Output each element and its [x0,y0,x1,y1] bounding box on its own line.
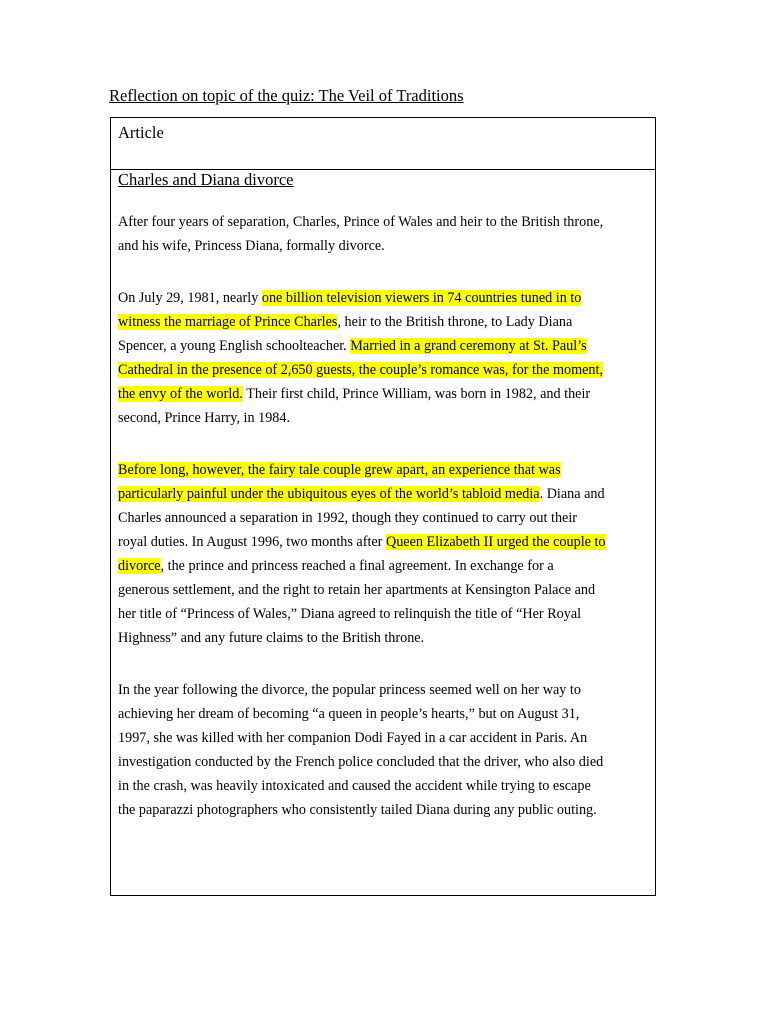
text-line [118,382,650,406]
article-title: Charles and Diana divorce [118,170,294,189]
text-line [118,602,650,626]
text-line [118,554,650,578]
text-line [118,286,650,310]
highlighted-text: Married in a grand ceremony at St. Paul’s [350,338,587,354]
paragraph-wedding [118,286,650,430]
text-line [118,310,650,334]
highlighted-text: divorce [118,558,161,574]
highlighted-text: one billion television viewers in 74 countries tuned in to [261,290,582,306]
text-line [118,406,650,430]
page-title: Reflection on topic of the quiz: The Veil of Traditions [109,86,464,105]
text-run: Highness” and any future claims to the British throne. [118,630,425,646]
text-line [118,334,650,358]
paragraph-separation [118,210,650,258]
text-line [118,458,650,482]
text-line [118,798,650,822]
text-line [118,626,650,650]
highlighted-text: Before long, however, the fairy tale couple grew apart, an experience that was [118,462,561,478]
text-run: 1997, she was killed with her companion Dodi Fayed in a car accident in Paris. An [118,730,588,746]
table-header-label: Article [118,123,164,142]
text-run: In the year following the divorce, the popular princess seemed well on her way to [118,682,581,698]
text-line [118,774,650,798]
text-line [118,530,650,554]
table-header-cell [111,118,655,170]
highlighted-text: Queen Elizabeth II urged the couple to [385,534,606,550]
text-run: her title of “Princess of Wales,” Diana agreed to relinquish the title of “Her Royal [118,606,582,622]
text-run: the paparazzi photographers who consistently tailed Diana during any public outing. [118,802,597,818]
text-line [118,358,650,382]
text-run: in the crash, was heavily intoxicated and caused the accident while trying to escape [118,778,591,794]
text-line [118,482,650,506]
text-run: . Diana and [539,486,605,502]
text-run: achieving her dream of becoming “a queen in people’s hearts,” but on August 31, [118,706,580,722]
text-line [118,750,650,774]
text-run: After four years of separation, Charles, Prince of Wales and heir to the British throne, [118,214,604,230]
highlighted-text: particularly painful under the ubiquitous eyes of the world’s tabloid media [118,486,540,502]
highlighted-text: the envy of the world. [118,386,243,402]
text-line [118,726,650,750]
text-run: second, Prince Harry, in 1984. [118,410,291,426]
text-run: investigation conducted by the French police concluded that the driver, who also died [118,754,604,770]
paragraph-aftermath [118,678,650,822]
text-line [118,702,650,726]
text-line [118,506,650,530]
text-run: Charles announced a separation in 1992, though they continued to carry out their [118,510,577,526]
article-table [110,117,656,896]
text-run: generous settlement, and the right to retain her apartments at Kensington Palace and [118,582,596,598]
highlighted-text: Cathedral in the presence of 2,650 guests, the couple’s romance was, for the moment, [118,362,603,378]
text-line [118,578,650,602]
paragraph-separation-divorce [118,458,650,650]
text-line [118,678,650,702]
text-run: Their first child, Prince William, was born in 1982, and their [242,386,591,402]
text-run: royal duties. In August 1996, two months after [118,534,386,550]
text-run: , heir to the British throne, to Lady Diana [337,314,573,330]
text-line [118,210,650,234]
text-line [118,234,650,258]
text-run: Spencer, a young English schoolteacher. [118,338,351,354]
text-run: On July 29, 1981, nearly [118,290,262,306]
text-run: , the prince and princess reached a final agreement. In exchange for a [160,558,554,574]
highlighted-text: witness the marriage of Prince Charles [118,314,338,330]
text-run: and his wife, Princess Diana, formally divorce. [118,238,385,254]
